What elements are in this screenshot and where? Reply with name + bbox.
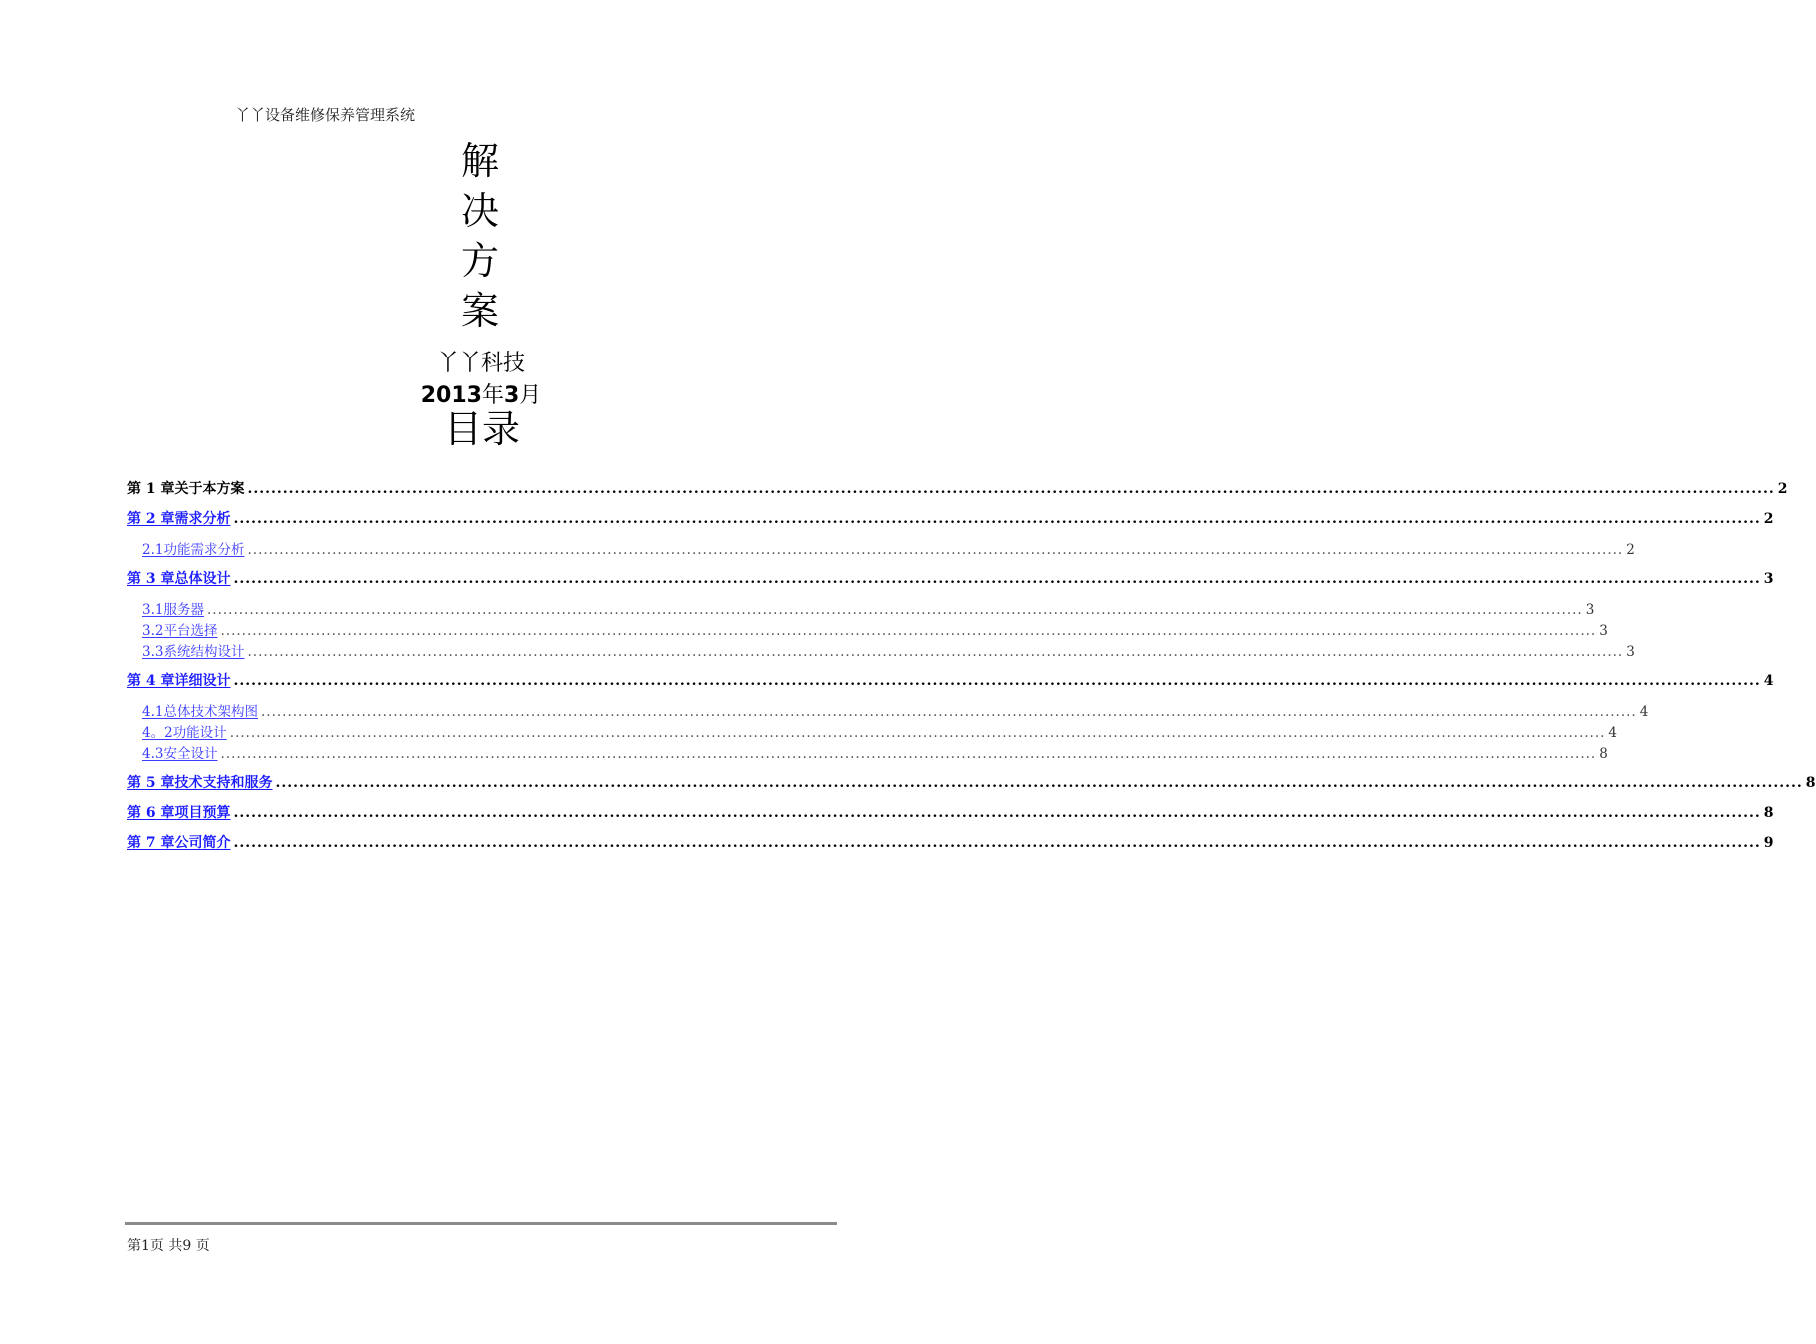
toc-entry-number[interactable]: 4。2 <box>142 725 173 741</box>
toc-entry-number[interactable]: 第 5 章 <box>127 775 175 791</box>
title-char: 方 <box>460 239 499 283</box>
toc-entry-number[interactable]: 4.1 <box>142 704 164 720</box>
toc-section-entry[interactable] <box>142 598 1595 618</box>
toc-entry-page: 8 <box>1763 805 1774 821</box>
footer-divider <box>125 1222 837 1225</box>
toc-entry-number[interactable]: 第 4 章 <box>127 673 175 689</box>
document-header: 丫丫设备维修保养管理系统 <box>235 106 416 124</box>
toc-chapter-entry[interactable] <box>127 568 1774 588</box>
toc-entry-title[interactable]: 功能需求分析 <box>163 542 245 558</box>
toc-entry-page: 3 <box>1626 644 1635 660</box>
title-char: 决 <box>460 189 499 233</box>
toc-chapter-entry[interactable] <box>127 832 1774 852</box>
toc-dot-leader: .................................................................................................................................................................................................................................................................... <box>206 602 1583 618</box>
toc-dot-leader: .................................................................................................................................................................................................................................................................... <box>233 835 1761 851</box>
toc-dot-leader: .................................................................................................................................................................................................................................................................... <box>260 704 1637 720</box>
toc-dot-leader: .................................................................................................................................................................................................................................................................... <box>233 673 1761 689</box>
toc-dot-leader: .................................................................................................................................................................................................................................................................... <box>229 725 1606 741</box>
page-number: 第1页 共9 页 <box>127 1238 210 1254</box>
toc-section-entry[interactable] <box>142 538 1635 558</box>
toc-section-entry[interactable] <box>142 640 1635 660</box>
toc-entry-page: 4 <box>1639 704 1649 720</box>
toc-dot-leader: .................................................................................................................................................................................................................................................................... <box>247 644 1624 660</box>
toc-entry-title[interactable]: 安全设计 <box>163 746 218 762</box>
company-name: 丫丫科技 <box>436 351 525 376</box>
toc-entry-page: 2 <box>1763 511 1774 527</box>
toc-chapter-entry <box>127 478 1788 498</box>
toc-entry-page: 3 <box>1585 602 1595 618</box>
toc-entry-page: 3 <box>1763 571 1774 587</box>
title-char: 解 <box>460 139 499 183</box>
toc-dot-leader: .................................................................................................................................................................................................................................................................... <box>247 481 1775 497</box>
toc-dot-leader: .................................................................................................................................................................................................................................................................... <box>233 511 1761 527</box>
toc-entry-number[interactable]: 3.2 <box>142 623 164 639</box>
toc-entry-number[interactable]: 第 6 章 <box>127 805 175 821</box>
title-char: 案 <box>460 289 499 333</box>
toc-dot-leader: .................................................................................................................................................................................................................................................................... <box>247 542 1624 558</box>
toc-entry-page: 2 <box>1777 481 1788 497</box>
toc-entry-number[interactable]: 3.3 <box>142 644 164 660</box>
toc-dot-leader: .................................................................................................................................................................................................................................................................... <box>233 805 1761 821</box>
toc-entry-page: 8 <box>1805 775 1816 791</box>
toc-dot-leader: .................................................................................................................................................................................................................................................................... <box>220 746 1597 762</box>
toc-chapter-entry[interactable] <box>127 670 1774 690</box>
toc-section-entry[interactable] <box>142 721 1618 741</box>
toc-entry-number[interactable]: 4.3 <box>142 746 164 762</box>
toc-entry-page: 9 <box>1763 835 1774 851</box>
toc-entry-title[interactable]: 项目预算 <box>174 805 231 821</box>
toc-chapter-entry[interactable] <box>127 508 1774 528</box>
toc-entry-title[interactable]: 功能设计 <box>172 725 227 741</box>
toc-section-entry[interactable] <box>142 700 1649 720</box>
toc-section-entry[interactable] <box>142 742 1608 762</box>
toc-entry-title[interactable]: 技术支持和服务 <box>174 775 273 791</box>
date-year-unit: 年 <box>481 383 504 408</box>
toc-dot-leader: .................................................................................................................................................................................................................................................................... <box>233 571 1761 587</box>
toc-section-entry[interactable] <box>142 619 1608 639</box>
toc-entry-number: 第 1 章 <box>127 481 175 497</box>
toc-entry-page: 4 <box>1608 725 1618 741</box>
toc-entry-number[interactable]: 第 3 章 <box>127 571 175 587</box>
toc-entry-page: 2 <box>1626 542 1635 558</box>
toc-entry-page: 3 <box>1599 623 1608 639</box>
date-year: 2013 <box>420 383 482 408</box>
toc-entry-number[interactable]: 3.1 <box>142 602 164 618</box>
toc-entry-title[interactable]: 公司简介 <box>174 835 231 851</box>
toc-entry-title[interactable]: 详细设计 <box>174 673 231 689</box>
toc-dot-leader: .................................................................................................................................................................................................................................................................... <box>220 623 1597 639</box>
toc-chapter-entry[interactable] <box>127 802 1774 822</box>
toc-entry-page: 4 <box>1763 673 1774 689</box>
toc-entry-title[interactable]: 总体技术架构图 <box>163 704 258 720</box>
toc-entry-title[interactable]: 需求分析 <box>174 511 231 527</box>
toc-dot-leader: .................................................................................................................................................................................................................................................................... <box>275 775 1803 791</box>
toc-entry-page: 8 <box>1599 746 1608 762</box>
date-month-unit: 月 <box>519 383 542 408</box>
toc-entry-title[interactable]: 平台选择 <box>163 623 218 639</box>
date-month: 3 <box>503 383 520 408</box>
toc-entry-number[interactable]: 第 7 章 <box>127 835 175 851</box>
toc-entry-title: 关于本方案 <box>174 481 245 497</box>
toc-entry-title[interactable]: 总体设计 <box>174 571 231 587</box>
toc-entry-number[interactable]: 第 2 章 <box>127 511 175 527</box>
toc-entry-title[interactable]: 系统结构设计 <box>163 644 245 660</box>
toc-heading: 目录 <box>443 407 520 451</box>
toc-entry-title[interactable]: 服务器 <box>163 602 204 618</box>
toc-entry-number[interactable]: 2.1 <box>142 542 164 558</box>
toc-chapter-entry[interactable] <box>127 772 1816 792</box>
